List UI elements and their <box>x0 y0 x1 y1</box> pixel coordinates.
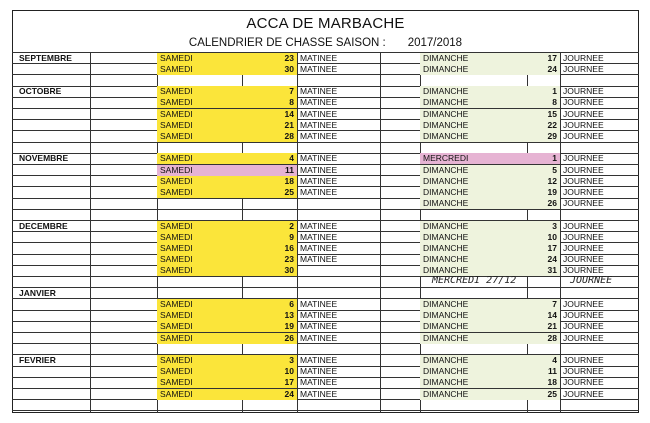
sunday-period: JOURNEE <box>563 242 604 253</box>
saturday-day: SAMEDI <box>157 333 242 344</box>
saturday-date: 4 <box>242 153 297 164</box>
saturday-period: MATINEE <box>300 97 338 108</box>
sunday-day: DIMANCHE <box>420 131 527 142</box>
sunday-date: 29 <box>527 131 560 142</box>
sunday-day: DIMANCHE <box>420 53 527 64</box>
sunday-date: 14 <box>527 310 560 321</box>
sunday-day: DIMANCHE <box>420 198 527 209</box>
sunday-day: DIMANCHE <box>420 176 527 187</box>
saturday-date: 23 <box>242 53 297 64</box>
saturday-date: 14 <box>242 109 297 120</box>
saturday-period: MATINEE <box>300 321 338 332</box>
saturday-date: 7 <box>242 86 297 97</box>
sunday-period: JOURNEE <box>563 130 604 141</box>
saturday-period: MATINEE <box>300 153 338 164</box>
saturday-day: SAMEDI <box>157 265 242 276</box>
saturday-period: MATINEE <box>300 354 338 365</box>
sunday-day: DIMANCHE <box>420 243 527 254</box>
saturday-day: SAMEDI <box>157 221 242 232</box>
saturday-period: MATINEE <box>300 332 338 343</box>
sunday-day: DIMANCHE <box>420 97 527 108</box>
sunday-date: 10 <box>527 232 560 243</box>
saturday-day: SAMEDI <box>157 153 242 164</box>
saturday-period: MATINEE <box>300 119 338 130</box>
sunday-date: 18 <box>527 377 560 388</box>
page-title: ACCA DE MARBACHE <box>246 15 405 32</box>
sunday-day: DIMANCHE <box>420 355 527 366</box>
saturday-day: SAMEDI <box>157 377 242 388</box>
saturday-date: 26 <box>242 333 297 344</box>
sunday-date: 12 <box>527 176 560 187</box>
sunday-day: DIMANCHE <box>420 221 527 232</box>
sunday-period: JOURNEE <box>563 108 604 119</box>
sunday-date: 22 <box>527 120 560 131</box>
saturday-date: 17 <box>242 377 297 388</box>
saturday-date: 30 <box>242 265 297 276</box>
saturday-period: MATINEE <box>300 86 338 97</box>
saturday-date: 16 <box>242 243 297 254</box>
saturday-period: MATINEE <box>300 366 338 377</box>
sunday-period: JOURNEE <box>563 220 604 231</box>
saturday-day: SAMEDI <box>157 355 242 366</box>
season-value: 2017/2018 <box>407 37 463 49</box>
sunday-period: JOURNEE <box>563 254 604 265</box>
sunday-date: 19 <box>527 187 560 198</box>
sunday-period: JOURNEE <box>563 86 604 97</box>
saturday-date: 28 <box>242 131 297 142</box>
saturday-day: SAMEDI <box>157 53 242 64</box>
saturday-date: 8 <box>242 97 297 108</box>
sunday-period: JOURNEE <box>563 388 604 399</box>
sunday-period: JOURNEE <box>563 298 604 309</box>
saturday-day: SAMEDI <box>157 97 242 108</box>
page-subtitle <box>12 37 639 49</box>
sunday-day: DIMANCHE <box>420 232 527 243</box>
saturday-day: SAMEDI <box>157 243 242 254</box>
sunday-day: DIMANCHE <box>420 377 527 388</box>
sunday-period: JOURNEE <box>563 231 604 242</box>
sunday-date: 28 <box>527 333 560 344</box>
sunday-day: DIMANCHE <box>420 64 527 75</box>
sunday-day: DIMANCHE <box>420 254 527 265</box>
saturday-day: SAMEDI <box>157 232 242 243</box>
saturday-date: 10 <box>242 366 297 377</box>
saturday-date: 3 <box>242 355 297 366</box>
column-line <box>90 52 91 413</box>
saturday-date: 18 <box>242 176 297 187</box>
saturday-day: SAMEDI <box>157 299 242 310</box>
saturday-day: SAMEDI <box>157 176 242 187</box>
saturday-period: MATINEE <box>300 298 338 309</box>
row-line <box>12 287 639 288</box>
sunday-period: JOURNEE <box>563 354 604 365</box>
saturday-date: 9 <box>242 232 297 243</box>
month-label: FEVRIER <box>19 354 56 365</box>
sunday-period: JOURNEE <box>563 186 604 197</box>
sunday-date: 31 <box>527 265 560 276</box>
sunday-period: JOURNEE <box>563 63 604 74</box>
sunday-day: DIMANCHE <box>420 389 527 400</box>
sunday-date: 11 <box>527 366 560 377</box>
month-label: NOVEMBRE <box>19 153 69 164</box>
saturday-period: MATINEE <box>300 186 338 197</box>
sunday-day: DIMANCHE <box>420 86 527 97</box>
saturday-day: SAMEDI <box>157 120 242 131</box>
column-line <box>380 52 381 413</box>
sunday-period: JOURNEE <box>563 52 604 63</box>
sunday-date: 24 <box>527 254 560 265</box>
saturday-date: 23 <box>242 254 297 265</box>
calendar-grid <box>12 52 639 413</box>
sunday-date: 8 <box>527 97 560 108</box>
month-label: JANVIER <box>19 287 56 298</box>
month-label: SEPTEMBRE <box>19 52 72 63</box>
sunday-day: DIMANCHE <box>420 321 527 332</box>
sunday-date: 1 <box>527 86 560 97</box>
sunday-day: DIMANCHE <box>420 120 527 131</box>
sunday-day: DIMANCHE <box>420 165 527 176</box>
saturday-day: SAMEDI <box>157 131 242 142</box>
sunday-date: 17 <box>527 243 560 254</box>
sunday-date: 25 <box>527 389 560 400</box>
saturday-date: 13 <box>242 310 297 321</box>
saturday-date: 2 <box>242 221 297 232</box>
saturday-date: 25 <box>242 187 297 198</box>
sunday-date: 26 <box>527 198 560 209</box>
sunday-day: DIMANCHE <box>420 310 527 321</box>
saturday-date: 11 <box>242 165 297 176</box>
sunday-date: 24 <box>527 64 560 75</box>
saturday-period: MATINEE <box>300 242 338 253</box>
subtitle-label: CALENDRIER DE CHASSE SAISON : <box>188 37 386 49</box>
saturday-date: 21 <box>242 120 297 131</box>
sunday-day: DIMANCHE <box>420 366 527 377</box>
saturday-period: MATINEE <box>300 388 338 399</box>
saturday-period: MATINEE <box>300 377 338 388</box>
sunday-date: 4 <box>527 355 560 366</box>
sunday-date: 5 <box>527 165 560 176</box>
sunday-period: JOURNEE <box>563 175 604 186</box>
handwritten-date: MERCREDI 27/12 <box>432 275 517 286</box>
sunday-day: DIMANCHE <box>420 333 527 344</box>
sunday-period: JOURNEE <box>563 119 604 130</box>
row-line <box>12 410 639 411</box>
sunday-day: DIMANCHE <box>420 109 527 120</box>
sunday-day: DIMANCHE <box>420 187 527 198</box>
saturday-period: MATINEE <box>300 108 338 119</box>
sunday-date: 15 <box>527 109 560 120</box>
handwritten-period: JOURNEE <box>570 275 613 286</box>
sunday-day: DIMANCHE <box>420 299 527 310</box>
saturday-period: MATINEE <box>300 231 338 242</box>
sunday-period: JOURNEE <box>563 164 604 175</box>
saturday-day: SAMEDI <box>157 254 242 265</box>
sunday-period: JOURNEE <box>563 366 604 377</box>
sunday-period: JOURNEE <box>563 153 604 164</box>
saturday-period: MATINEE <box>300 310 338 321</box>
sunday-period: JOURNEE <box>563 97 604 108</box>
sunday-date: 7 <box>527 299 560 310</box>
sunday-period: JOURNEE <box>563 198 604 209</box>
saturday-date: 30 <box>242 64 297 75</box>
saturday-date: 19 <box>242 321 297 332</box>
saturday-day: SAMEDI <box>157 86 242 97</box>
saturday-day: SAMEDI <box>157 321 242 332</box>
month-label: OCTOBRE <box>19 86 62 97</box>
saturday-date: 24 <box>242 389 297 400</box>
saturday-date: 6 <box>242 299 297 310</box>
sunday-period: JOURNEE <box>563 377 604 388</box>
sunday-period: JOURNEE <box>563 265 604 276</box>
sunday-date: 17 <box>527 53 560 64</box>
saturday-day: SAMEDI <box>157 389 242 400</box>
sunday-date: 21 <box>527 321 560 332</box>
saturday-period: MATINEE <box>300 130 338 141</box>
sunday-period: JOURNEE <box>563 332 604 343</box>
saturday-day: SAMEDI <box>157 310 242 321</box>
sunday-day: MERCREDI <box>420 153 527 164</box>
sunday-date: 1 <box>527 153 560 164</box>
sunday-date: 3 <box>527 221 560 232</box>
saturday-day: SAMEDI <box>157 165 242 176</box>
saturday-period: MATINEE <box>300 164 338 175</box>
saturday-period: MATINEE <box>300 254 338 265</box>
saturday-day: SAMEDI <box>157 109 242 120</box>
saturday-period: MATINEE <box>300 175 338 186</box>
saturday-day: SAMEDI <box>157 366 242 377</box>
saturday-period: MATINEE <box>300 220 338 231</box>
sunday-period: JOURNEE <box>563 310 604 321</box>
sunday-period: JOURNEE <box>563 321 604 332</box>
saturday-day: SAMEDI <box>157 187 242 198</box>
sunday-day: DIMANCHE <box>420 265 527 276</box>
saturday-period: MATINEE <box>300 52 338 63</box>
saturday-period: MATINEE <box>300 63 338 74</box>
saturday-day: SAMEDI <box>157 64 242 75</box>
month-label: DECEMBRE <box>19 220 68 231</box>
